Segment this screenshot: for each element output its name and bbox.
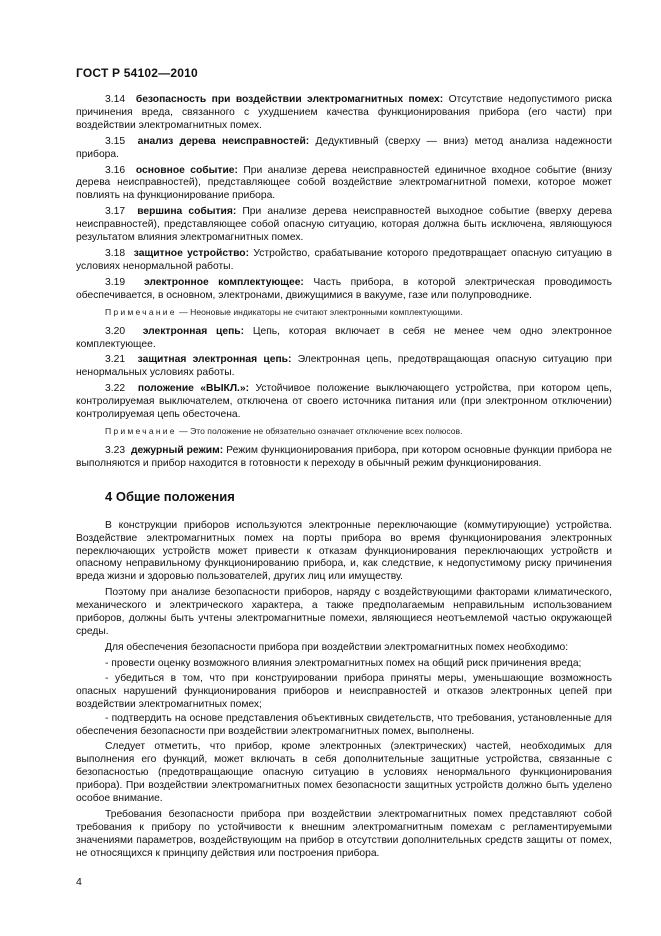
bullet-item: - убедиться в том, что при конструировании прибора приняты меры, уменьшающие возможность опасных нарушений функционирования приборов и неисправностей и отказов электронных цепей при воздействии электромагнитных помех; (76, 672, 612, 710)
term-title: вершина события: (137, 206, 237, 218)
term-number: 3.16 (105, 164, 126, 176)
page-header: ГОСТ Р 54102—2010 (76, 66, 198, 80)
section-paragraph-1: В конструкции приборов используются электронные переключающие (коммутирующие) устройства. Воздействие электромагнитных помех на порты прибора во время функционирования электронных переключающих устройств может привести к отказам функционирования переключающих устройств и опасному неправильному функционированию прибора, и, как следствие, к недопустимому риску причинения вреда жизни и здоровью пользователей, других лиц или имуществу. (76, 519, 612, 583)
term-title: электронное комплектующее: (143, 276, 304, 288)
term-definition: При анализе дерева неисправностей единичное входное событие (внизу дерева неисправностей), представляющее собой воздействие электромагнитной помехи, которое может повлиять на функционирование прибора. (76, 164, 613, 202)
bullet-item: - провести оценку возможного влияния электромагнитных помех на общий риск причинения вреда; (105, 657, 582, 669)
term-definition: Цепь, которая включает в себя не менее чем одно электронное комплектующее. (76, 325, 612, 350)
section-paragraph-2: Поэтому при анализе безопасности приборов, наряду с воздействующими факторами климатического, механического и электрического характера, а также предполагаемым неправильным использованием приборов, должны быть учтены электромагнитные помехи, являющиеся неотъемлемой частью окружающей среды. (76, 587, 612, 637)
section-title: 4 Общие положения (105, 488, 235, 504)
page-content (76, 94, 612, 863)
term-3-20 (76, 326, 612, 352)
term-number: 3.18 (105, 247, 126, 259)
term-title: положение «ВЫКЛ.»: (137, 383, 250, 395)
note-2 (76, 426, 612, 437)
term-number: 3.20 (105, 325, 126, 337)
term-title: дежурный режим: (131, 444, 224, 456)
term-3-19 (76, 277, 612, 303)
term-3-22 (76, 383, 612, 422)
term-title: безопасность при воздействии электромагнитных помех: (135, 94, 444, 105)
term-title: защитная электронная цепь: (137, 354, 292, 366)
term-3-16 (76, 165, 612, 204)
term-3-17 (76, 206, 612, 245)
section-paragraph-3: Для обеспечения безопасности прибора при воздействии электромагнитных помех необходимо: (105, 641, 569, 653)
term-definition: Дедуктивный (сверху — вниз) метод анализа надежности прибора. (76, 135, 612, 160)
note-text: — Неоновые индикаторы не считают электронными комплектующими. (179, 306, 463, 317)
note-1 (76, 307, 612, 318)
term-3-14 (76, 94, 612, 133)
term-title: защитное устройство: (133, 247, 250, 259)
section-paragraph-4: Следует отметить, что прибор, кроме электронных (электрических) частей, необходимых для выполнения его функций, может включать в себя дополнительные защитные устройства, связанные с безопасностью (предотвращающие опасную ситуацию в условиях ненормального функционирования прибора). При воздействии электромагнитных помех безопасности защитных устройств должно быть уделено особое внимание. (76, 741, 612, 804)
term-definition: Режим функционирования прибора, при котором основные функции прибора не выполняются и прибор находится в готовности к переходу в обычный режим функционирования. (76, 444, 612, 469)
term-3-15 (76, 136, 612, 162)
term-title: основное событие: (135, 164, 238, 176)
note-text: — Это положение не обязательно означает отключение всех полюсов. (179, 425, 463, 436)
term-number: 3.19 (105, 276, 126, 288)
term-number: 3.15 (105, 135, 126, 147)
term-number: 3.17 (105, 206, 126, 218)
term-definition: Отсутствие недопустимого риска причинения вреда, связанного с ухудшением качества функционирования прибора (его части) при воздействии электромагнитных помех. (76, 94, 612, 131)
term-definition: Устройство, срабатывание которого предотвращает опасную ситуацию в условиях ненормальной работы. (76, 247, 612, 272)
term-number: 3.23 (105, 444, 126, 456)
term-definition: Часть прибора, в которой электрическая проводимость обеспечивается, в основном, электронами, движущимися в вакууме, газе или полупроводнике. (76, 276, 612, 301)
term-number: 3.14 (105, 94, 126, 105)
note-label: Примечание (105, 306, 177, 317)
term-definition: При анализе дерева неисправностей выходное событие (вверху дерева неисправностей), представляющее собой опасную ситуацию, которая должна быть исключена, являющуюся результатом влияния электромагнитных помех. (76, 206, 612, 244)
term-number: 3.22 (105, 383, 126, 395)
note-label: Примечание (105, 425, 177, 436)
term-title: электронная цепь: (142, 325, 245, 337)
section-paragraph-5: Требования безопасности прибора при воздействии электромагнитных помех представляют собой требования к прибору по устойчивости к внешним электромагнитным помехам с регламентируемыми значениями параметров, воздействующим на прибор в отсутствии дополнительных средств защиты от помех, не относящихся к принципу действия или построения прибора. (76, 808, 612, 859)
term-definition: Устойчивое положение выключающего устройства, при котором цепь, контролируемая выключателем, отключена от своего источника питания или (при электронном отключении) контролируемая цепь обесточена. (76, 383, 612, 421)
term-3-21 (76, 354, 612, 380)
page-number: 4 (76, 876, 82, 888)
term-3-18 (76, 248, 612, 274)
term-title: анализ дерева неисправностей: (137, 135, 310, 147)
term-3-23 (76, 445, 612, 471)
bullet-item: - подтвердить на основе представления объективных свидетельств, что требования, установленные для обеспечения безопасности при воздействии электромагнитных помех, выполнены. (76, 713, 612, 738)
term-definition: Электронная цепь, предотвращающая опасную ситуацию при ненормальных условиях работы. (76, 354, 612, 379)
term-number: 3.21 (105, 354, 126, 366)
